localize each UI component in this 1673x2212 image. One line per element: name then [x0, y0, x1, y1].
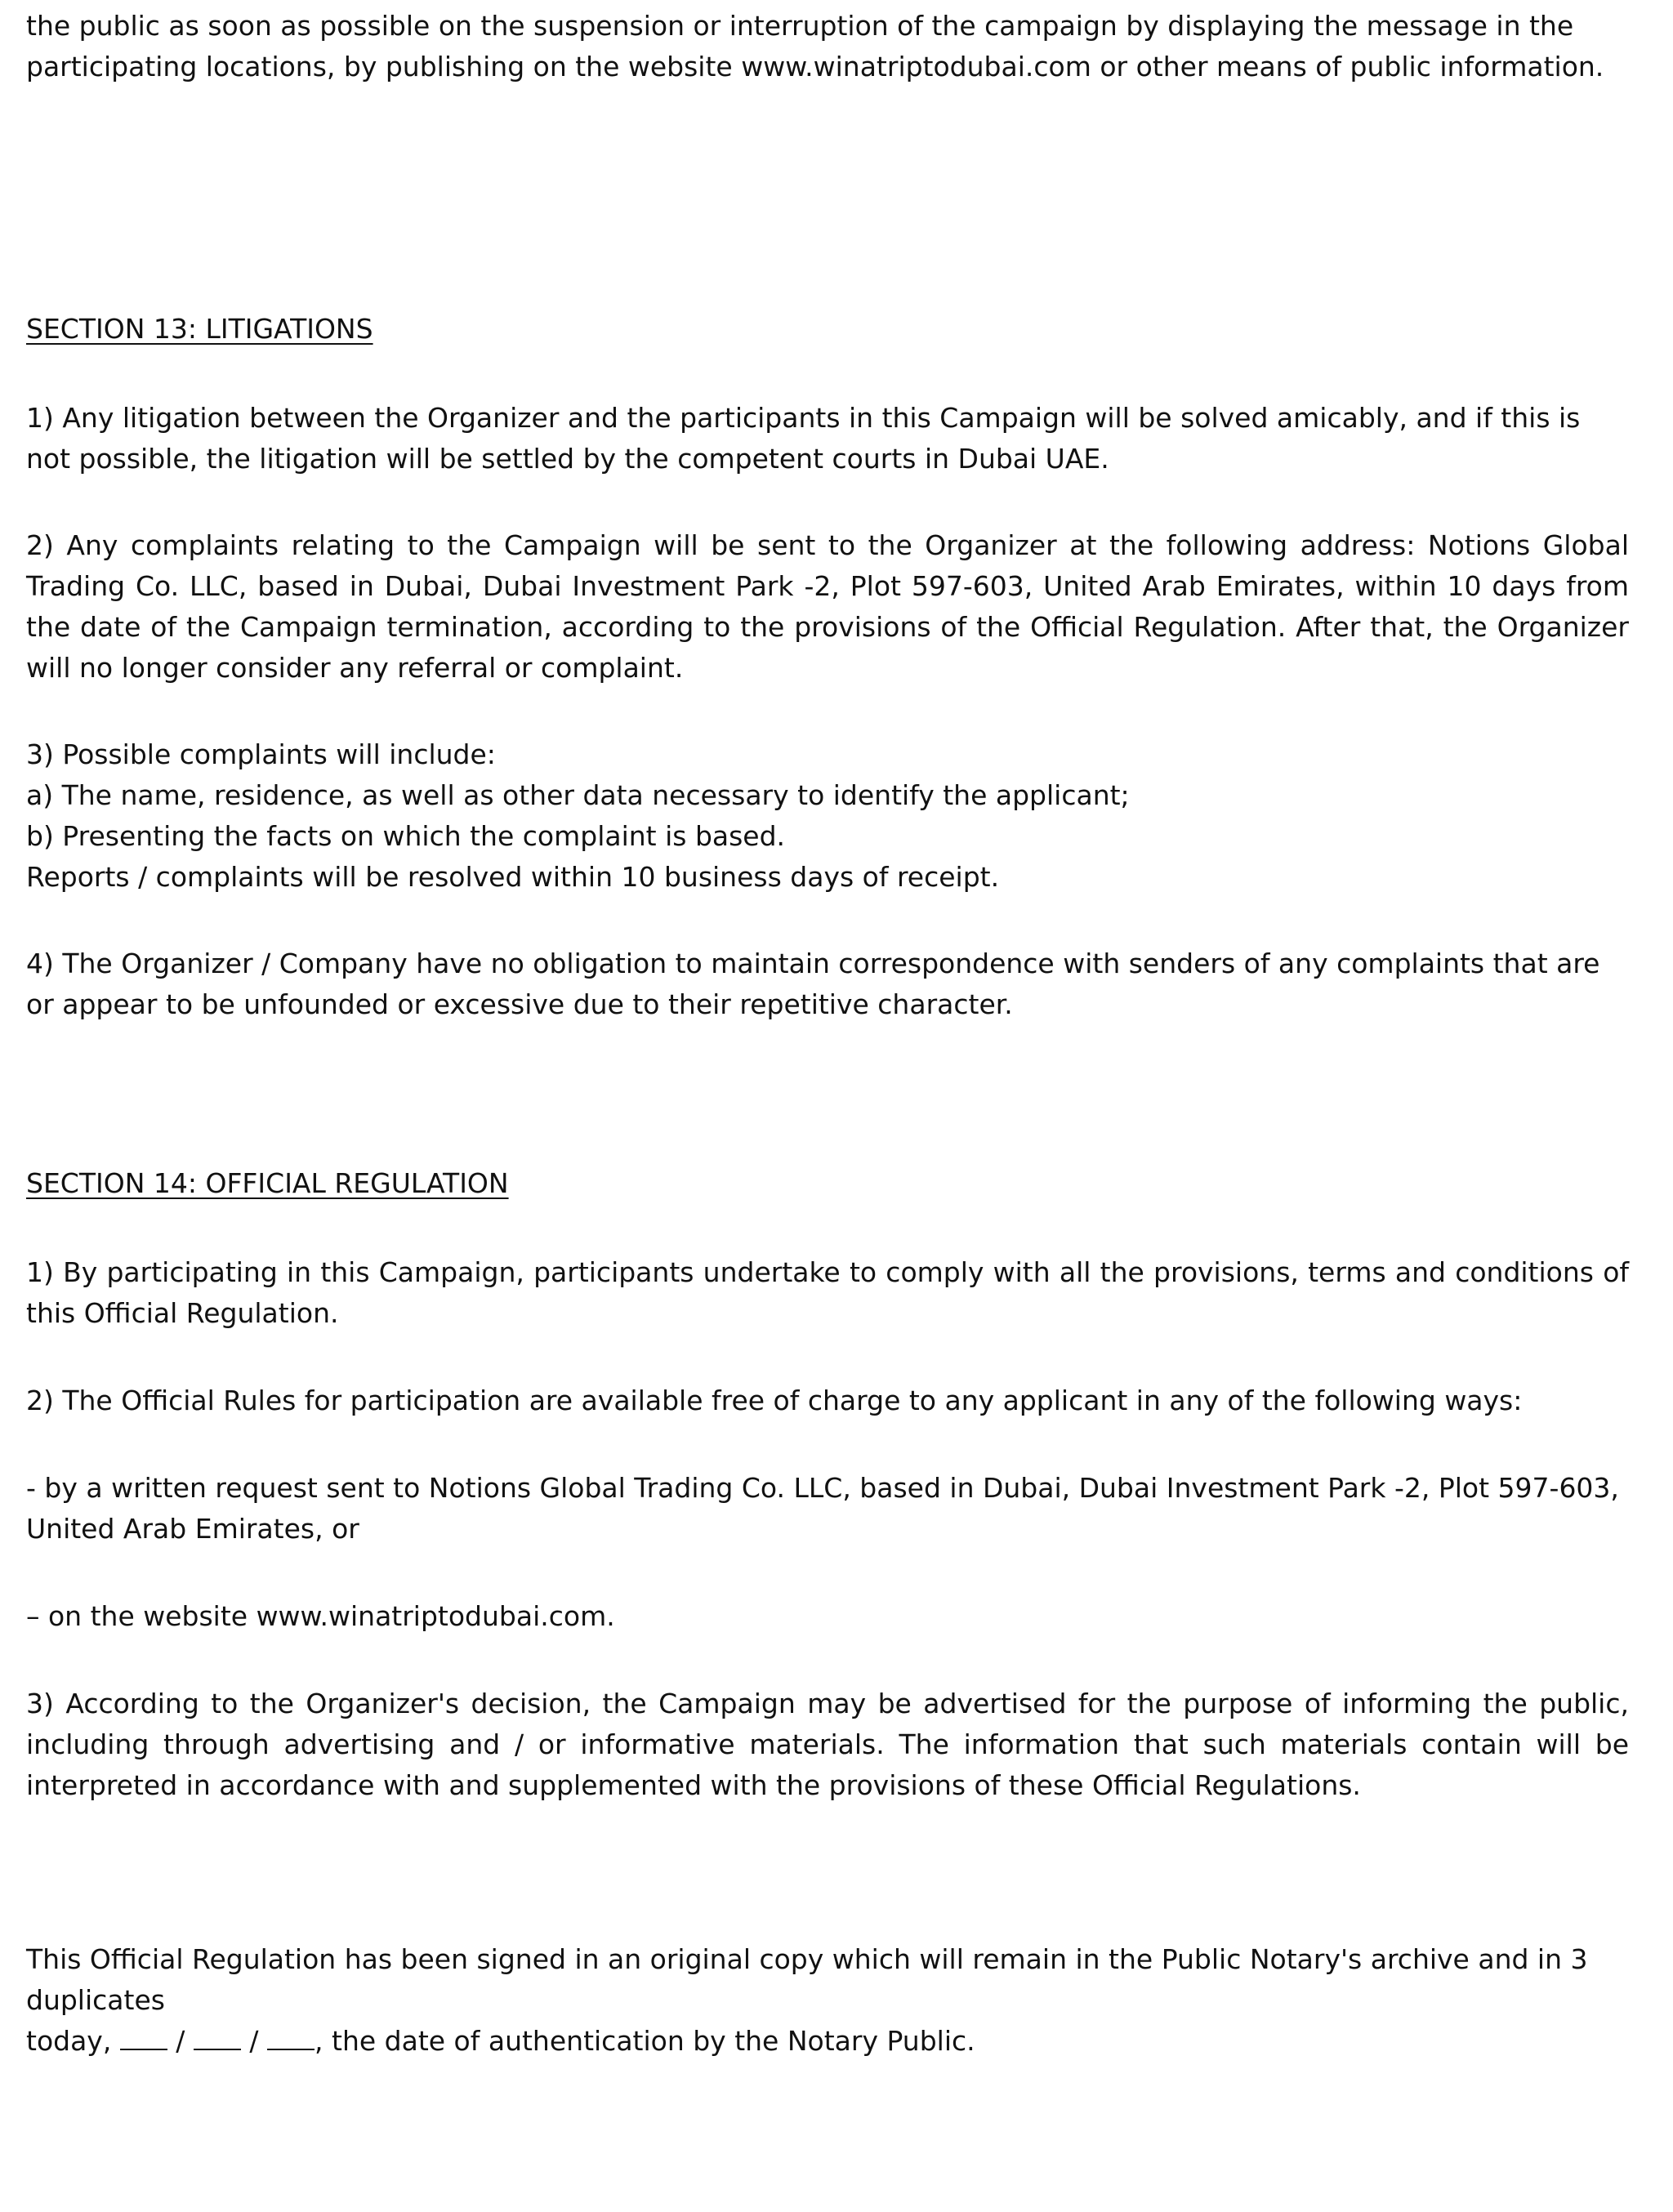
intro-paragraph: the public as soon as possible on the suspension or interruption of the campaign by displaying the message in the participating locations, by publishing on the website www.winatriptodubai.com or other means of public information. — [26, 10, 1604, 83]
section-13-paragraph-1: 1) Any litigation between the Organizer and the participants in this Campaign will be solved amicably, and if this is not possible, the litigation will be settled by the competent courts in Dubai UAE. — [26, 402, 1581, 475]
section-13-heading: SECTION 13: LITIGATIONS — [26, 313, 373, 345]
section-13-paragraph-3-line: b) Presenting the facts on which the complaint is based. — [26, 820, 786, 852]
section-14-paragraph-1: 1) By participating in this Campaign, participants undertake to comply with all the provisions, terms and conditions of this Official Regulation. — [26, 1256, 1629, 1329]
date-slash-1: / — [167, 2025, 194, 2057]
section-14-bullet-1: - by a written request sent to Notions Global Trading Co. LLC, based in Dubai, Dubai Investment Park -2, Plot 597-603, United Arab Emirates, or — [26, 1472, 1619, 1545]
section-13-paragraph-3 — [26, 734, 1629, 898]
section-13-paragraph-3-line: 3) Possible complaints will include: — [26, 738, 496, 770]
closing-today-suffix: , the date of authentication by the Notary Public. — [315, 2025, 975, 2057]
section-13-paragraph-3-line: a) The name, residence, as well as other data necessary to identify the applicant; — [26, 779, 1130, 811]
month-blank — [194, 2027, 241, 2050]
section-13-paragraph-4: 4) The Organizer / Company have no obligation to maintain correspondence with senders of any complaints that are or appear to be unfounded or excessive due to their repetitive character. — [26, 948, 1600, 1020]
closing-today-prefix: today, — [26, 2025, 120, 2057]
section-14-heading: SECTION 14: OFFICIAL REGULATION — [26, 1167, 509, 1199]
section-14-bullet-2: – on the website www.winatriptodubai.com. — [26, 1600, 615, 1632]
closing-line-2 — [26, 2021, 1629, 2062]
section-13-paragraph-3-line: Reports / complaints will be resolved within 10 business days of receipt. — [26, 861, 1000, 893]
date-slash-2: / — [240, 2025, 268, 2057]
year-blank — [267, 2027, 315, 2050]
closing-line-1: This Official Regulation has been signed in an original copy which will remain in the Public Notary's archive and in 3 duplicates — [26, 1943, 1588, 2016]
section-13-paragraph-2: 2) Any complaints relating to the Campaign will be sent to the Organizer at the following address: Notions Global Trading Co. LLC, based in Dubai, Dubai Investment Park -2, Plot 597-603, United Arab Emirates, within 10 days from the date of the Campaign termination, according to the provisions of the Official Regulation. After that, the Organizer will no longer consider any referral or complaint. — [26, 529, 1629, 684]
day-blank — [120, 2027, 167, 2050]
closing-paragraph — [26, 1939, 1629, 2062]
section-14-paragraph-3: 3) According to the Organizer's decision, the Campaign may be advertised for the purpose of informing the public, including through advertising and / or informative materials. The information that such materials contain will be interpreted in accordance with and supplemented with the provisions of these Official Regulations. — [26, 1688, 1629, 1801]
section-14-paragraph-2: 2) The Official Rules for participation are available free of charge to any applicant in any of the following ways: — [26, 1385, 1523, 1416]
